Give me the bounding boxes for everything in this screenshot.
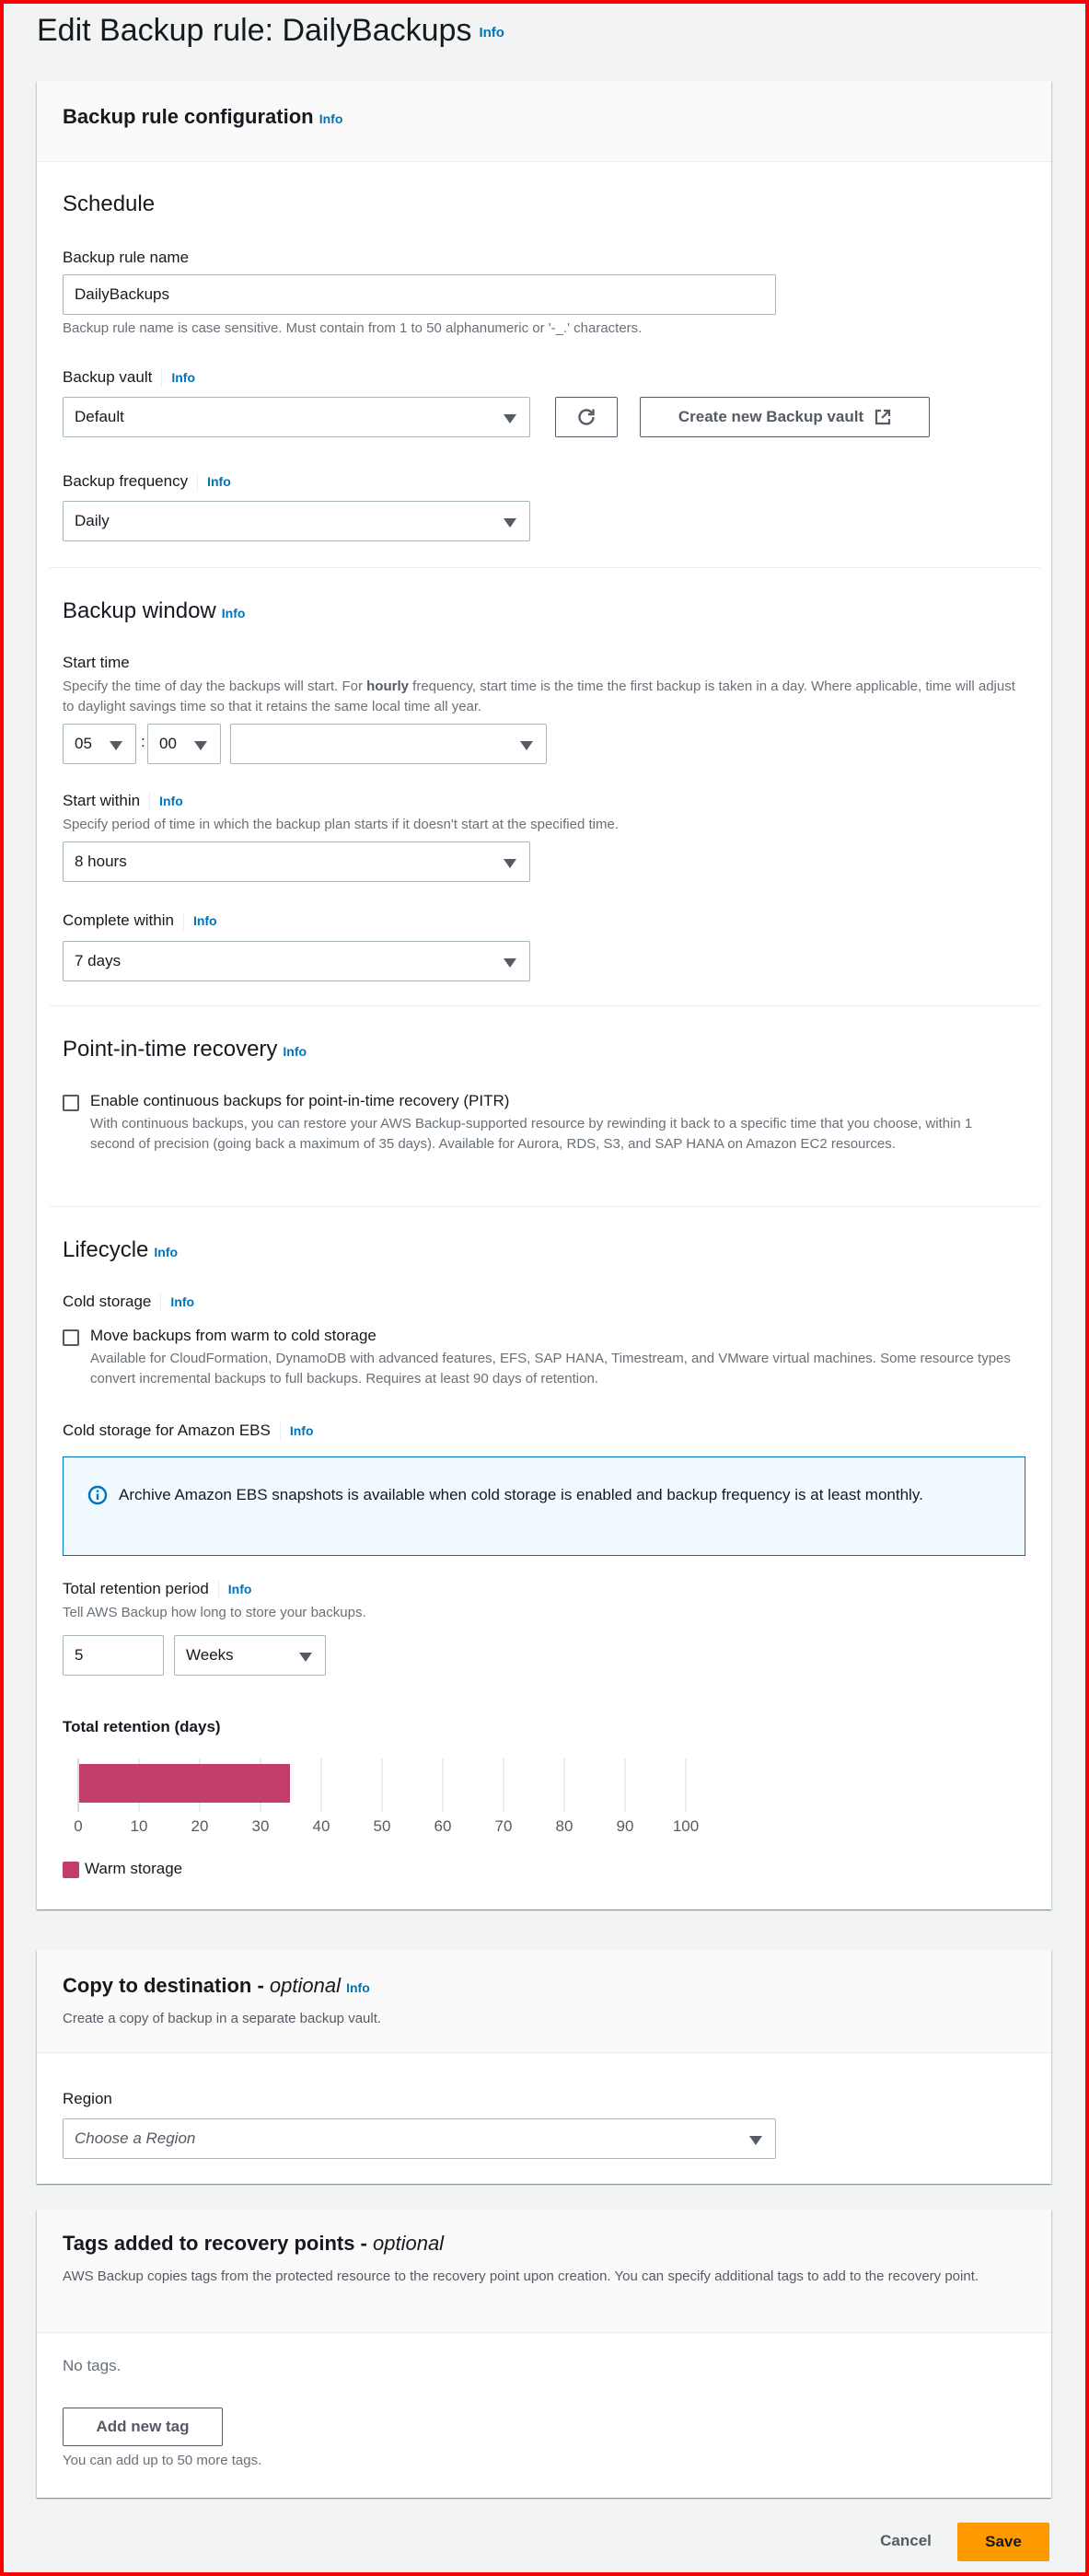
page-title <box>37 13 504 49</box>
backup-window-heading <box>63 598 245 624</box>
card-header <box>37 1950 1051 2053</box>
refresh-icon <box>576 407 597 427</box>
ebs-cold-storage-label <box>63 1421 314 1441</box>
tag-limit-hint: You can add up to 50 more tags. <box>63 2453 262 2468</box>
grid-line <box>563 1758 565 1812</box>
x-tick: 100 <box>672 1817 700 1835</box>
cold-storage-hint: Available for CloudFormation, DynamoDB with advanced features, EFS, SAP HANA, Timestream, and VMware virtual machines. Some resource types convert incremental backups to full backups. Requires at least 90 days of retention. <box>90 1351 1011 1387</box>
x-tick: 10 <box>130 1817 148 1835</box>
card-title-text: Backup rule configuration <box>63 105 314 128</box>
pitr-checkbox[interactable] <box>63 1095 79 1111</box>
pitr-hint: With continuous backups, you can restore your AWS Backup-supported resource by rewinding it back to a specific time that you choose, within 1 second of precision (going back a maximum of 35 days). Available for Aurora, RDS, S3, and SAP HANA on Amazon EC2 resources. <box>90 1116 973 1152</box>
x-tick: 0 <box>74 1817 83 1835</box>
frequency-value: Daily <box>75 512 110 529</box>
cold-storage-info-link[interactable]: Info <box>170 1294 195 1309</box>
caret-down-icon <box>194 741 207 750</box>
backup-window-info-link[interactable]: Info <box>221 606 246 621</box>
ebs-label-text: Cold storage for Amazon EBS <box>63 1421 271 1439</box>
x-tick: 30 <box>251 1817 270 1835</box>
minute-value: 00 <box>159 735 177 752</box>
caret-down-icon <box>749 2136 762 2145</box>
rule-name-input[interactable] <box>63 274 776 315</box>
x-tick: 50 <box>373 1817 391 1835</box>
hour-value: 05 <box>75 735 92 752</box>
save-button[interactable]: Save <box>957 2523 1049 2561</box>
card-description: Create a copy of backup in a separate backup vault. <box>63 2011 382 2026</box>
label-separator <box>280 1422 281 1441</box>
label-separator <box>149 793 150 811</box>
start-time-hint <box>63 677 1020 717</box>
start-within-info-link[interactable]: Info <box>159 794 183 808</box>
cancel-button[interactable]: Cancel <box>880 2532 932 2549</box>
cold-storage-checkbox[interactable] <box>63 1329 79 1346</box>
schedule-heading: Schedule <box>63 191 156 216</box>
retention-value-input[interactable] <box>63 1635 164 1676</box>
caret-down-icon <box>110 741 122 750</box>
optional-tag: optional <box>373 2232 445 2255</box>
timezone-select[interactable] <box>230 724 547 764</box>
caret-down-icon <box>504 958 516 968</box>
start-time-label: Start time <box>63 654 130 671</box>
warm-storage-bar <box>79 1764 290 1803</box>
section-divider <box>50 567 1040 568</box>
retention-value: 5 <box>75 1646 84 1664</box>
hint-bold: hourly <box>366 679 409 694</box>
add-new-tag-button[interactable] <box>63 2408 223 2446</box>
retention-unit-select[interactable] <box>174 1635 326 1676</box>
rule-name-label: Backup rule name <box>63 249 190 266</box>
retention-unit-value: Weeks <box>186 1646 234 1664</box>
legend-swatch <box>63 1862 79 1878</box>
grid-line <box>624 1758 626 1812</box>
grid-line <box>685 1758 687 1812</box>
hint-text: Specify the time of day the backups will start. For <box>63 679 367 694</box>
copy-info-link[interactable]: Info <box>346 1980 370 1995</box>
lifecycle-info-link[interactable]: Info <box>154 1245 179 1259</box>
ebs-info-link[interactable]: Info <box>289 1423 314 1438</box>
create-vault-button[interactable] <box>640 397 930 437</box>
region-select[interactable] <box>63 2118 776 2159</box>
lifecycle-title: Lifecycle <box>63 1237 149 1262</box>
x-tick: 80 <box>555 1817 573 1835</box>
pitr-checkbox-label[interactable]: Enable continuous backups for point-in-time recovery (PITR) <box>90 1092 510 1109</box>
page-title-text: Edit Backup rule: DailyBackups <box>37 13 472 48</box>
external-link-icon <box>875 409 891 425</box>
grid-line <box>381 1758 383 1812</box>
rule-name-hint: Backup rule name is case sensitive. Must contain from 1 to 50 alphanumeric or '-_.' characters. <box>63 320 643 336</box>
complete-within-label <box>63 911 217 931</box>
x-tick: 70 <box>494 1817 513 1835</box>
copy-to-destination-card <box>37 1950 1051 2184</box>
legend-label: Warm storage <box>85 1860 183 1877</box>
region-label: Region <box>63 2090 112 2107</box>
frequency-label <box>63 472 231 492</box>
complete-within-value: 7 days <box>75 952 122 969</box>
caret-down-icon <box>520 741 533 750</box>
frequency-info-link[interactable]: Info <box>207 474 231 489</box>
ebs-alert-text: Archive Amazon EBS snapshots is available when cold storage is enabled and backup frequency is at least monthly. <box>119 1486 923 1503</box>
backup-rule-configuration-card <box>37 81 1051 1909</box>
card-title <box>63 2232 444 2256</box>
pitr-heading <box>63 1037 307 1062</box>
optional-tag: optional <box>269 1974 341 1997</box>
card-header <box>37 2210 1051 2333</box>
card-title-text: Tags added to recovery points - <box>63 2232 373 2255</box>
caret-down-icon <box>299 1653 312 1662</box>
start-within-hint: Specify period of time in which the backup plan starts if it doesn't start at the specified time. <box>63 817 619 832</box>
vault-select[interactable] <box>63 397 530 437</box>
grid-line <box>442 1758 444 1812</box>
retention-chart-title: Total retention (days) <box>63 1718 221 1735</box>
cold-storage-label-text: Cold storage <box>63 1293 152 1310</box>
card-title <box>63 1974 370 1998</box>
no-tags-text: No tags. <box>63 2357 122 2374</box>
start-hour-select[interactable] <box>63 724 136 764</box>
time-colon: : <box>141 733 145 750</box>
retention-hint: Tell AWS Backup how long to store your backups. <box>63 1605 366 1620</box>
caret-down-icon <box>504 414 516 424</box>
config-info-link[interactable]: Info <box>319 111 343 126</box>
x-tick: 60 <box>434 1817 452 1835</box>
label-separator <box>160 1294 161 1312</box>
rule-name-value: DailyBackups <box>75 285 169 303</box>
cold-storage-label <box>63 1293 194 1312</box>
x-tick: 40 <box>312 1817 330 1835</box>
x-tick: 90 <box>616 1817 634 1835</box>
refresh-vaults-button[interactable] <box>555 397 618 437</box>
card-body <box>63 81 1029 1909</box>
hint-text: frequency, start time is the time the first backup is taken in a day. Where applicable, time will adjust to daylight savings time so that it retains the same local time all year. <box>63 679 1015 714</box>
start-within-value: 8 hours <box>75 853 127 870</box>
complete-within-info-link[interactable]: Info <box>192 913 217 928</box>
x-tick: 20 <box>191 1817 209 1835</box>
label-separator <box>161 369 162 388</box>
backup-window-title: Backup window <box>63 598 216 623</box>
lifecycle-heading <box>63 1237 178 1263</box>
retention-label-text: Total retention period <box>63 1580 209 1597</box>
grid-line <box>320 1758 322 1812</box>
retention-info-link[interactable]: Info <box>227 1582 252 1596</box>
caret-down-icon <box>504 859 516 868</box>
frequency-label-text: Backup frequency <box>63 472 189 490</box>
start-within-select[interactable] <box>63 841 530 882</box>
vault-value: Default <box>75 408 124 425</box>
grid-line <box>503 1758 504 1812</box>
region-placeholder: Choose a Region <box>75 2129 196 2147</box>
create-vault-label: Create new Backup vault <box>678 408 864 425</box>
start-within-label <box>63 792 183 811</box>
retention-chart <box>63 1757 762 1876</box>
label-separator <box>218 1581 219 1599</box>
caret-down-icon <box>504 518 516 528</box>
vault-info-link[interactable]: Info <box>171 370 195 385</box>
tags-card <box>37 2210 1051 2498</box>
vault-label-text: Backup vault <box>63 368 153 386</box>
card-description: AWS Backup copies tags from the protected resource to the recovery point upon creation. You can specify additional tags to add to the recovery point. <box>63 2269 979 2284</box>
retention-period-label <box>63 1580 251 1599</box>
info-circle-icon <box>87 1485 108 1505</box>
ebs-info-alert <box>63 1456 1025 1556</box>
frequency-select[interactable] <box>63 501 530 541</box>
complete-within-label-text: Complete within <box>63 911 174 929</box>
section-divider <box>50 1005 1040 1006</box>
label-separator <box>197 473 198 492</box>
card-title-text: Copy to destination - <box>63 1974 270 1997</box>
pitr-title: Point-in-time recovery <box>63 1037 278 1062</box>
cold-storage-checkbox-label[interactable]: Move backups from warm to cold storage <box>90 1327 377 1344</box>
pitr-info-link[interactable]: Info <box>283 1044 307 1059</box>
label-separator <box>183 912 184 931</box>
start-within-label-text: Start within <box>63 792 141 809</box>
vault-label <box>63 368 195 388</box>
page-info-link[interactable]: Info <box>479 24 504 41</box>
section-divider <box>50 1206 1040 1207</box>
start-minute-select[interactable] <box>147 724 221 764</box>
add-tag-label: Add new tag <box>96 2418 190 2435</box>
complete-within-select[interactable] <box>63 941 530 981</box>
